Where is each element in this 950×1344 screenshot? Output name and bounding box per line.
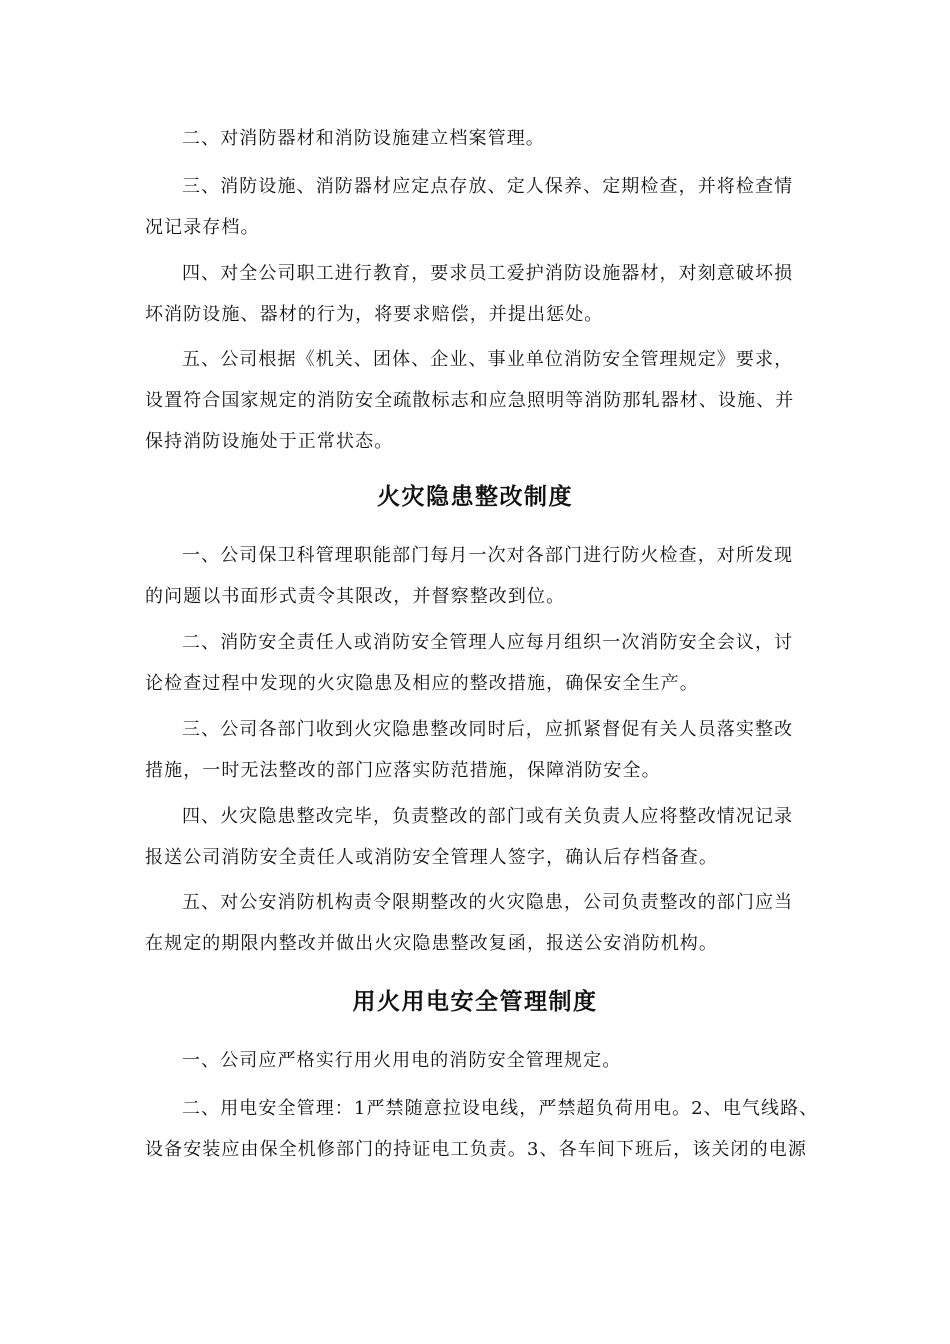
text-line: 五、对公安消防机构责令限期整改的火灾隐患，公司负责整改的部门应当 (182, 892, 794, 913)
text-line: 况记录存档。 (145, 217, 260, 238)
text-line: 论检查过程中发现的火灾隐患及相应的整改措施，确保安全生产。 (145, 673, 699, 694)
text-line: 坏消防设施、器材的行为，将要求赔偿，并提出惩处。 (145, 304, 604, 325)
paragraph-s1-4 (145, 253, 805, 335)
paragraph-s2-3 (145, 709, 805, 791)
text-line: 二、对消防器材和消防设施建立档案管理。 (182, 128, 545, 149)
text-line: 在规定的期限内整改并做出火灾隐患整改复函，报送公安消防机构。 (145, 933, 718, 954)
paragraph-s2-5 (145, 882, 805, 964)
text-line: 一、公司保卫科管理职能部门每月一次对各部门进行防火检查，对所发现 (182, 545, 794, 566)
paragraph-s2-2 (145, 622, 805, 704)
text-line: 二、用电安全管理：1严禁随意拉设电线，严禁超负荷用电。2、电气线路、 (182, 1098, 819, 1119)
paragraph-s1-2 (145, 118, 805, 159)
text-line: 三、公司各部门收到火灾隐患整改同时后，应抓紧督促有关人员落实整改 (182, 719, 794, 740)
text-line: 设置符合国家规定的消防安全疏散标志和应急照明等消防那轧器材、设施、并 (145, 390, 795, 411)
text-line: 措施，一时无法整改的部门应落实防范措施，保障消防安全。 (145, 760, 661, 781)
paragraph-s3-1 (145, 1040, 805, 1081)
section-title-fire-hazard-rectification: 火灾隐患整改制度 (377, 484, 573, 510)
paragraph-s1-5 (145, 339, 805, 462)
section-title-fire-electricity-safety: 用火用电安全管理制度 (352, 989, 598, 1015)
text-line: 保持消防设施处于正常状态。 (145, 431, 394, 452)
text-line: 四、火灾隐患整改完毕，负责整改的部门或有关负责人应将整改情况记录 (182, 806, 794, 827)
text-line: 设备安装应由保全机修部门的持证电工负责。3、各车间下班后，该关闭的电源 (145, 1139, 807, 1160)
paragraph-s1-3 (145, 166, 805, 248)
text-line: 三、消防设施、消防器材应定点存放、定人保养、定期检查，并将检查情 (182, 176, 794, 197)
text-line: 五、公司根据《机关、团体、企业、事业单位消防安全管理规定》要求， (182, 349, 794, 370)
text-line: 四、对全公司职工进行教育，要求员工爱护消防设施器材，对刻意破坏损 (182, 263, 794, 284)
paragraph-s2-4 (145, 796, 805, 878)
paragraph-s3-2 (145, 1088, 819, 1170)
text-line: 一、公司应严格实行用火用电的消防安全管理规定。 (182, 1050, 622, 1071)
text-line: 二、消防安全责任人或消防安全管理人应每月组织一次消防安全会议，讨 (182, 632, 794, 653)
paragraph-s2-1 (145, 535, 805, 617)
text-line: 的问题以书面形式责令其限改，并督察整改到位。 (145, 586, 566, 607)
text-line: 报送公司消防安全责任人或消防安全管理人签字，确认后存档备查。 (145, 847, 718, 868)
